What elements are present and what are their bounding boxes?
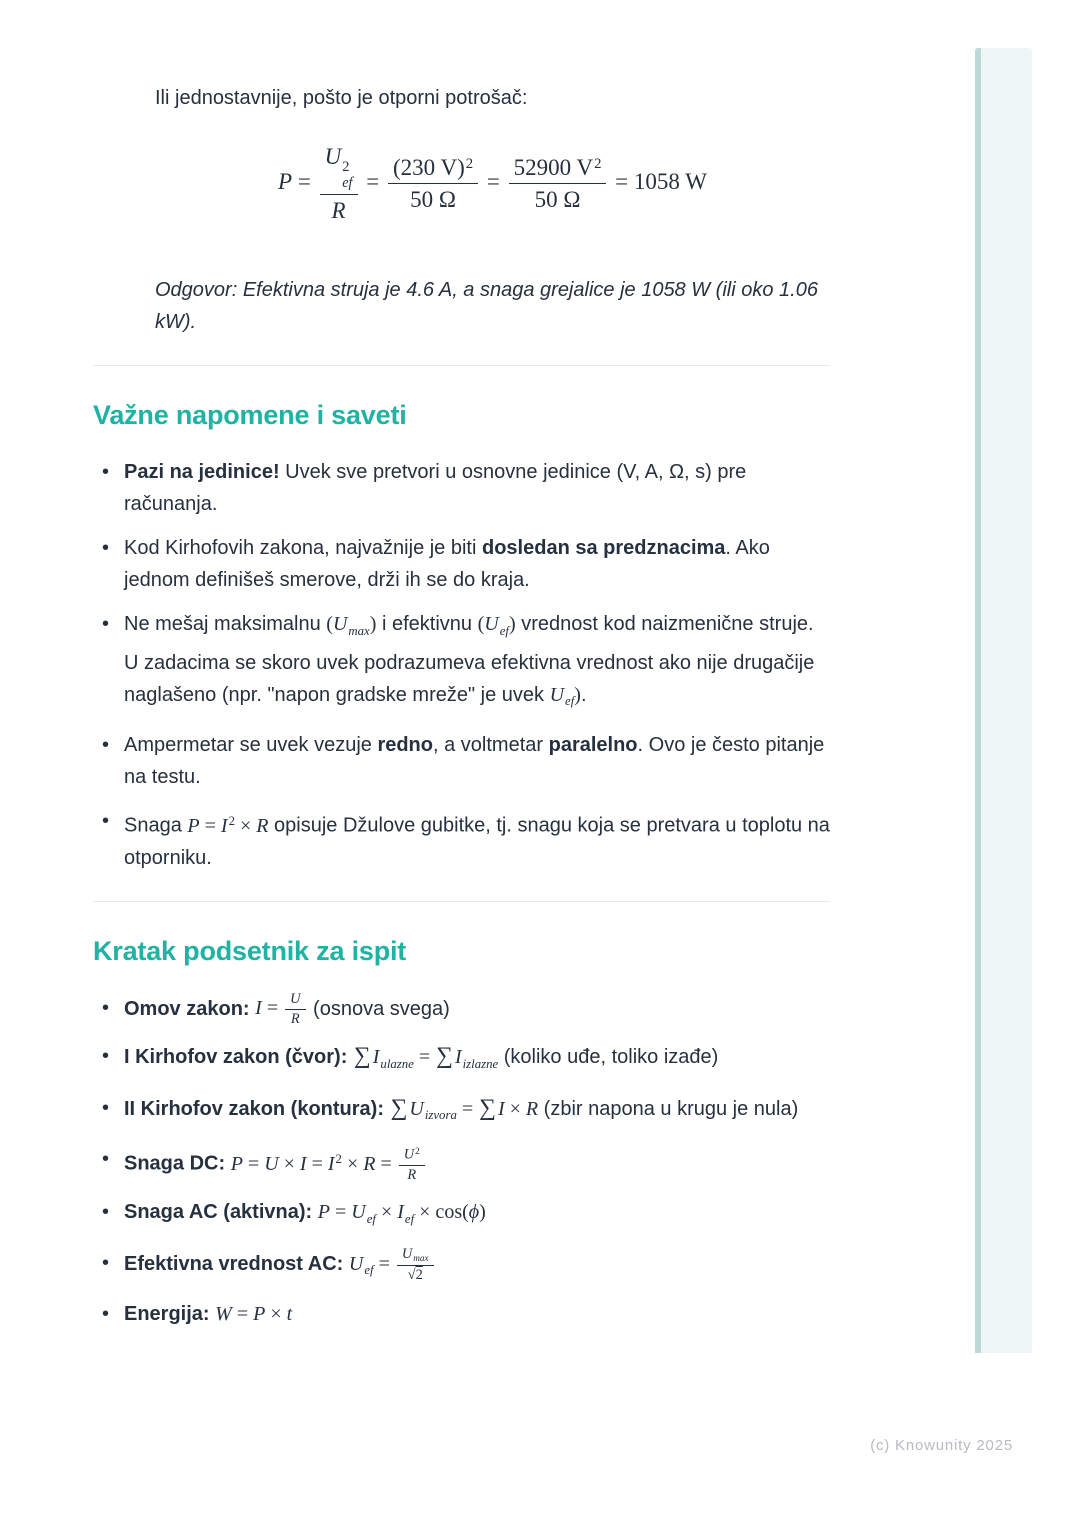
inline-formula: $(U_{max})$ [326, 613, 377, 638]
list-item: • II Kirhofov zakon (kontura): ∑ $U_{izvora}$ = ∑ I × R (zbir napona u krugu je nula) [93, 1092, 830, 1131]
inline-formula: I = $\frac{U}{R}$ [255, 997, 307, 1019]
bold-text: dosledan sa predznacima [482, 537, 726, 560]
inline-formula: $P = U_{ef} \times I_{ef} \times \cos(\phi)$ [317, 1201, 486, 1226]
inline-formula: $U_{ef}$) [549, 683, 581, 709]
list-item: • Ne mešaj maksimalnu $(U_{max})$ i efektivnu $(U_{ef})$ vrednost kod naizmenične struje. U zadacima se skoro uvek podrazumeva efektivna vrednost ako nije drugačije naglašeno (npr. "napon gradske mreže" je uvek $U_{ef}$). [93, 608, 830, 717]
power-formula: P = U 2 ef R = $\frac{(230 V)^2}{50 \Omega}$ = $\frac{52900 V^2}{50 \Omega}$ = 1058 W [278, 144, 707, 224]
bold-text: Efektivna vrednost AC: [124, 1252, 344, 1275]
bold-text: II Kirhofov zakon (kontura): [124, 1097, 384, 1120]
list-item [93, 1247, 830, 1287]
power-formula-block [155, 143, 830, 224]
notes-section [93, 365, 830, 873]
list-item: • Snaga $P = I^2 \times R$ opisuje Džulove gubitke, tj. snagu koja se pretvara u toplotu na otporniku. [93, 805, 830, 873]
answer-text: Odgovor: Efektivna struja je 4.6 A, a snaga grejalice je 1058 W (ili oko 1.06 kW). [155, 279, 818, 334]
bold-text: Omov zakon: [124, 997, 250, 1020]
list-item: • Kod Kirhofovih zakona, najvažnije je biti dosledan sa predznacima. Ako jednom definišeš smerove, drži ih se do kraja. [93, 532, 830, 596]
inline-formula: $U_{ef}$ = $U_{max}$ √2 [349, 1253, 436, 1275]
document-content [93, 0, 830, 1342]
inline-formula: $P = U \times I = I^2 \times R$ = $\frac{U^2}{R}$ [231, 1153, 427, 1175]
list-item [93, 1196, 830, 1234]
bullet-list [93, 992, 830, 1331]
bold-text: Energija: [124, 1303, 210, 1326]
bold-text: paralelno [548, 734, 638, 757]
inline-formula: $P = I^2 \times R$ [187, 814, 269, 837]
list-item [93, 1298, 830, 1330]
bold-text: Pazi na jedinice! [124, 461, 280, 484]
section-title: Kratak podsetnik za ispit [93, 935, 407, 966]
side-accent-bar [975, 48, 1032, 1353]
inline-formula: $(U_{ef})$ [477, 613, 516, 638]
inline-formula: W = P × t [215, 1303, 293, 1326]
section-title: Važne napomene i saveti [93, 400, 407, 431]
list-item: • I Kirhofov zakon (čvor): ∑ $I_{ulazne}$ = ∑ $I_{izlazne}$ (koliko uđe, toliko izađe) [93, 1040, 830, 1079]
list-item: • Pazi na jedinice! Uvek sve pretvori u osnovne jedinice (V, A, Ω, s) pre računanja. [93, 456, 830, 520]
list-item [93, 1143, 830, 1184]
intro-text: Ili jednostavnije, pošto je otporni potrošač: [155, 87, 528, 109]
sections-container [93, 365, 830, 1330]
section-divider [93, 365, 830, 366]
list-item: • Omov zakon: I = $\frac{U}{R}$ (osnova svega) [93, 992, 830, 1029]
bullet-list [93, 456, 830, 873]
inline-formula: ∑ $I_{ulazne}$ = ∑ $I_{izlazne}$ [353, 1043, 499, 1071]
bold-text: I Kirhofov zakon (čvor): [124, 1046, 348, 1069]
bold-text: redno [377, 734, 433, 757]
inline-formula: ∑ $U_{izvora}$ = ∑ I × R [390, 1094, 539, 1123]
bold-text: Snaga DC: [124, 1152, 226, 1175]
notes-section [93, 901, 830, 1331]
list-item: • Ampermetar se uvek vezuje redno, a voltmetar paralelno. Ovo je često pitanje na testu. [93, 729, 830, 793]
copyright-text: (c) Knowunity 2025 [870, 1437, 1013, 1454]
section-divider [93, 901, 830, 902]
bold-text: Snaga AC (aktivna): [124, 1201, 313, 1224]
